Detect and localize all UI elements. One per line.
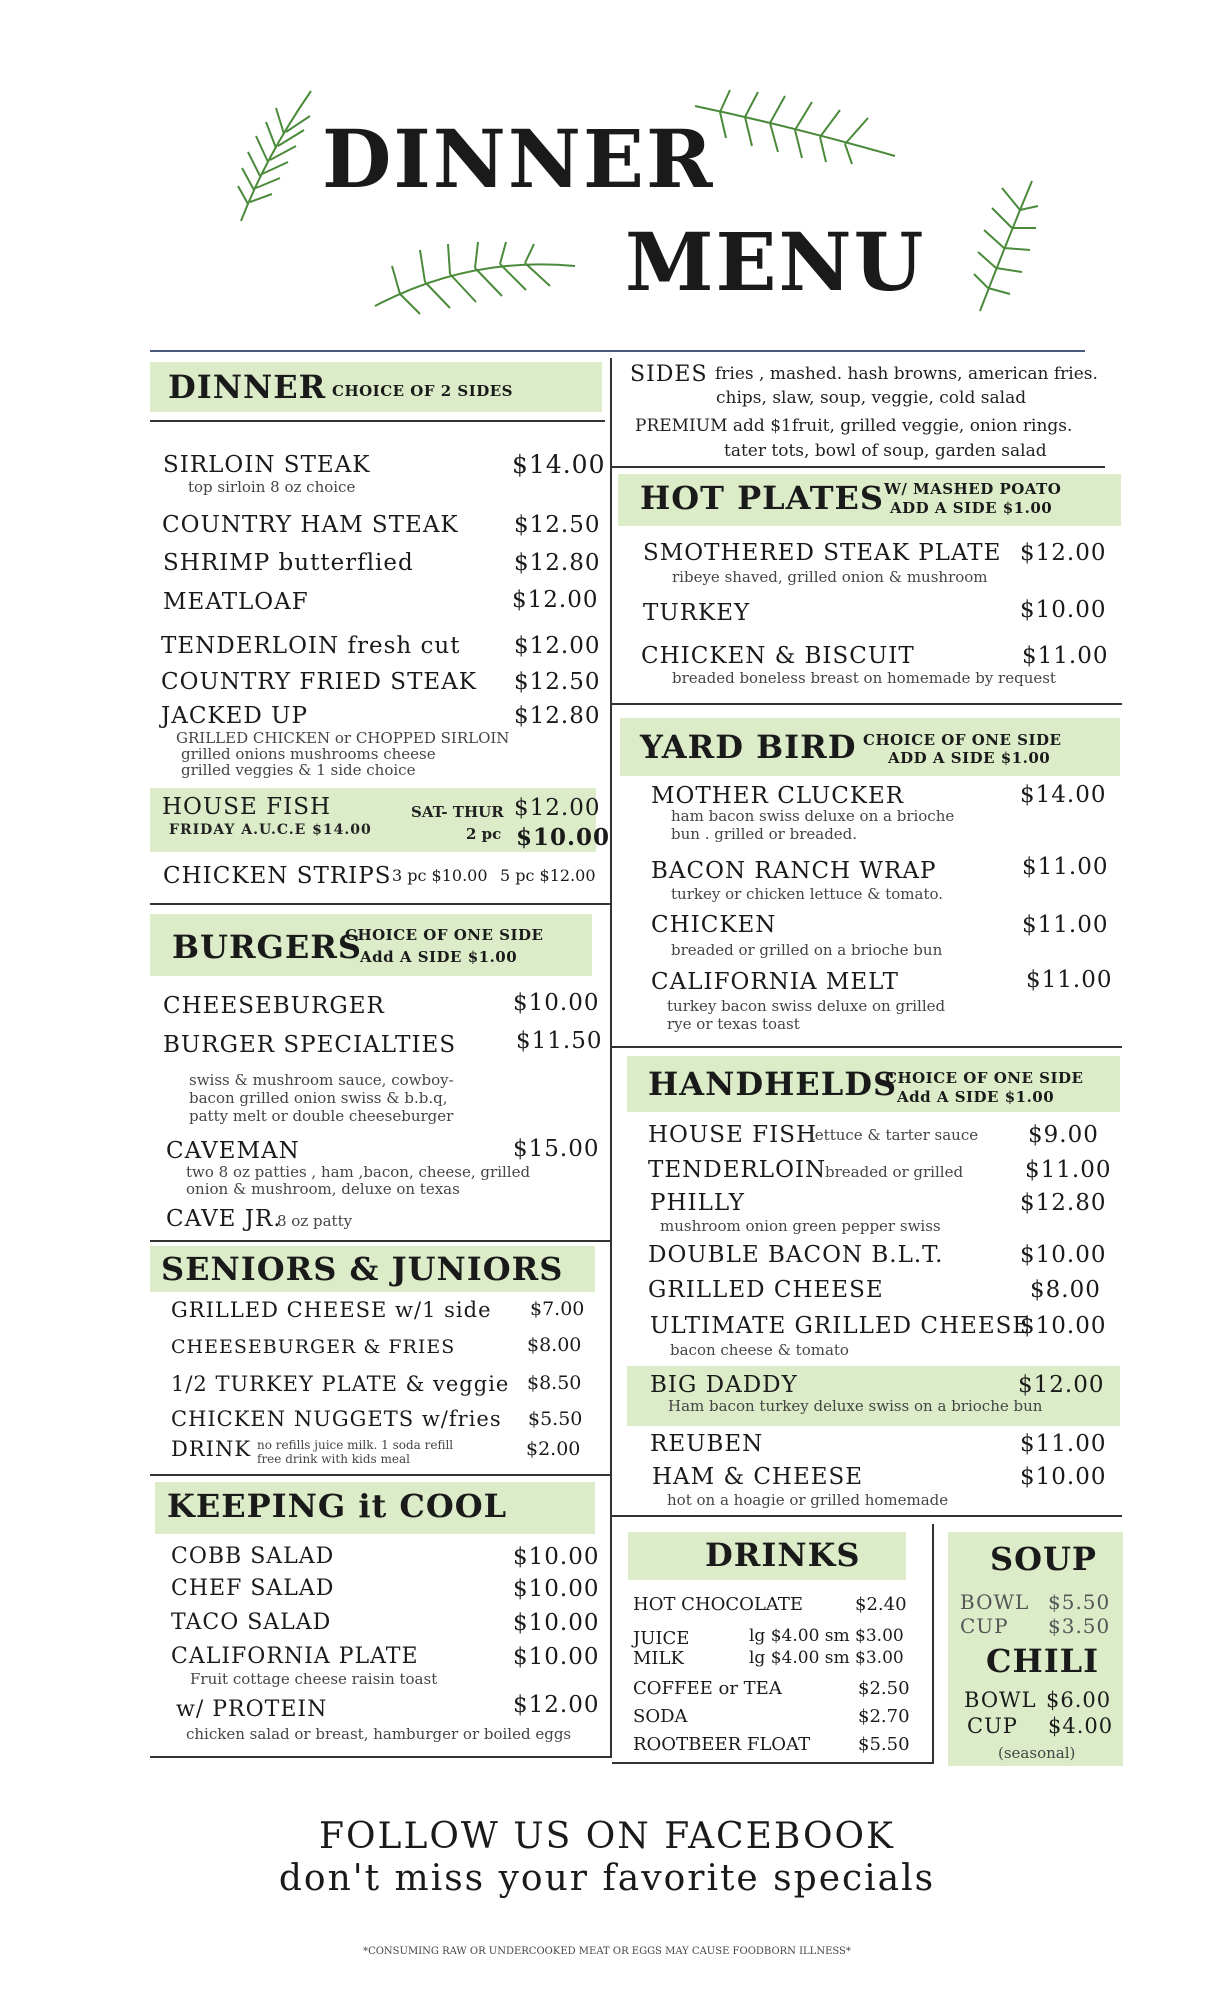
hot-plates-subheader: ADD A SIDE $1.00: [890, 499, 1053, 517]
menu-item-name: TURKEY: [643, 600, 751, 626]
house-fish-days: SAT- THUR: [411, 803, 504, 821]
drink-name: MILK: [633, 1648, 684, 1669]
menu-item-name: BURGER SPECIALTIES: [163, 1032, 457, 1058]
menu-item-desc: no refills juice milk. 1 soda refill: [257, 1438, 454, 1452]
yard-bird-subheader: CHOICE OF ONE SIDE: [863, 731, 1062, 749]
drink-name: HOT CHOCOLATE: [633, 1594, 804, 1615]
menu-item-desc: bacon cheese & tomato: [670, 1341, 849, 1359]
divider: [612, 466, 1105, 468]
menu-item-inline: lettuce & tarter sauce: [810, 1126, 979, 1144]
divider: [150, 1240, 610, 1242]
menu-item-price: $10.00: [513, 1576, 600, 1602]
menu-item-desc: mushroom onion green pepper swiss: [660, 1217, 941, 1235]
menu-item-price: $2.00: [526, 1438, 581, 1460]
menu-item-desc: Fruit cottage cheese raisin toast: [190, 1670, 438, 1688]
menu-item-name: REUBEN: [650, 1431, 764, 1457]
menu-item-price: $12.50: [514, 512, 601, 538]
drink-price: $5.50: [858, 1734, 910, 1755]
footer-disclaimer: *CONSUMING RAW OR UNDERCOOKED MEAT OR EGGS MAY CAUSE FOODBORN ILLNESS*: [363, 1946, 851, 1957]
menu-item-desc: chicken salad or breast, hamburger or boiled eggs: [186, 1725, 572, 1743]
divider: [150, 1474, 610, 1476]
house-fish-pc: 2 pc: [466, 825, 502, 843]
menu-item-name: HAM & CHEESE: [652, 1464, 864, 1490]
menu-item-name: CAVEMAN: [166, 1138, 300, 1164]
menu-item-price: $10.00: [513, 1610, 600, 1636]
menu-item-desc: turkey bacon swiss deluxe on grilled: [667, 997, 946, 1015]
palm-leaf-icon: [236, 86, 316, 226]
footer-specials: don't miss your favorite specials: [278, 1858, 936, 1899]
palm-leaf-icon: [690, 86, 900, 166]
menu-item-desc: breaded or grilled on a brioche bun: [671, 941, 943, 959]
menu-item-name: CHICKEN: [651, 912, 777, 938]
menu-item-name: TENDERLOIN fresh cut: [161, 633, 461, 659]
menu-item-name: CAVE JR.: [166, 1206, 282, 1232]
sides-line: tater tots, bowl of soup, garden salad: [724, 441, 1047, 461]
menu-item-name: SHRIMP butterflied: [163, 550, 414, 576]
chili-header: CHILI: [986, 1642, 1100, 1680]
menu-item-name: MEATLOAF: [163, 589, 309, 615]
yard-bird-header: YARD BIRD: [640, 728, 857, 766]
menu-item-name: GRILLED CHEESE w/1 side: [171, 1298, 492, 1322]
menu-item-price: $10.00: [1020, 1464, 1107, 1490]
menu-item-price: $12.50: [514, 669, 601, 695]
menu-item-desc: rye or texas toast: [667, 1015, 800, 1033]
yard-bird-subheader: ADD A SIDE $1.00: [888, 749, 1051, 767]
chili-bowl-price: $6.00: [1046, 1688, 1112, 1712]
menu-item-name: 1/2 TURKEY PLATE & veggie: [171, 1372, 510, 1396]
chicken-strips-3pc: 3 pc $10.00: [392, 866, 488, 885]
chili-cup-price: $4.00: [1048, 1714, 1114, 1738]
menu-item-price: $11.50: [516, 1028, 603, 1054]
hot-plates-subheader: W/ MASHED POATO: [884, 480, 1062, 498]
center-divider: [610, 358, 612, 1758]
burgers-subheader: Add A SIDE $1.00: [360, 948, 518, 966]
drink-name: COFFEE or TEA: [633, 1678, 782, 1699]
sides-line: fries , mashed. hash browns, american fries.: [715, 364, 1098, 384]
drink-name: SODA: [633, 1706, 688, 1727]
menu-item-desc: grilled veggies & 1 side choice: [181, 761, 416, 779]
menu-item-price: $12.00: [514, 633, 601, 659]
menu-item-price: $11.00: [1020, 1431, 1107, 1457]
menu-item-name: DRINK: [171, 1437, 252, 1461]
burgers-header: BURGERS: [172, 928, 362, 966]
menu-item-price: $12.00: [512, 587, 599, 613]
menu-item-price: $9.00: [1028, 1122, 1099, 1148]
soup-bowl-price: $5.50: [1048, 1590, 1111, 1614]
menu-item-price: $11.00: [1025, 1157, 1112, 1183]
menu-item-name: CALIFORNIA MELT: [651, 969, 899, 995]
house-fish-friday: FRIDAY A.U.C.E $14.00: [169, 822, 372, 838]
menu-item-price: $10.00: [513, 1644, 600, 1670]
drinks-bottom-border: [612, 1762, 934, 1764]
burgers-subheader: CHOICE OF ONE SIDE: [345, 926, 544, 944]
menu-item-desc: two 8 oz patties , ham ,bacon, cheese, grilled: [186, 1163, 531, 1181]
chili-cup-label: CUP: [967, 1714, 1018, 1738]
menu-item-price: $12.00: [1020, 540, 1107, 566]
menu-item-price: $8.50: [527, 1372, 582, 1394]
drink-price: $2.40: [855, 1594, 907, 1615]
menu-item-price: $10.00: [513, 990, 600, 1016]
sides-line: chips, slaw, soup, veggie, cold salad: [716, 388, 1027, 408]
house-fish-price: $10.00: [516, 824, 611, 851]
menu-item-price: $11.00: [1026, 967, 1113, 993]
menu-item-desc: top sirloin 8 oz choice: [188, 478, 356, 496]
sides-premium: PREMIUM add $1fruit, grilled veggie, onion rings.: [635, 416, 1073, 436]
menu-item-price: $12.00: [1018, 1372, 1105, 1398]
menu-item-price: $11.00: [1022, 912, 1109, 938]
menu-item-name: COUNTRY HAM STEAK: [162, 512, 459, 538]
menu-item-desc: bun . grilled or breaded.: [671, 825, 858, 843]
drink-price: $2.50: [858, 1678, 910, 1699]
drink-name: JUICE: [633, 1628, 690, 1649]
menu-item-price: $12.80: [1020, 1190, 1107, 1216]
title-menu: MENU: [625, 215, 926, 309]
menu-item-name: MOTHER CLUCKER: [651, 783, 905, 809]
menu-item-price: $8.00: [1030, 1277, 1101, 1303]
menu-item-desc: patty melt or double cheeseburger: [189, 1107, 454, 1125]
house-fish-price: $12.00: [514, 795, 601, 821]
seniors-header: SENIORS & JUNIORS: [161, 1250, 564, 1288]
handhelds-subheader: Add A SIDE $1.00: [897, 1088, 1055, 1106]
drinks-right-border: [932, 1524, 934, 1764]
menu-item-name: JACKED UP: [161, 703, 309, 729]
menu-item-desc: GRILLED CHICKEN or CHOPPED SIRLOIN: [176, 729, 510, 747]
menu-item-desc: ham bacon swiss deluxe on a brioche: [671, 807, 955, 825]
menu-item-desc: 8 oz patty: [277, 1212, 353, 1230]
menu-item-name: BACON RANCH WRAP: [651, 858, 937, 884]
soup-header: SOUP: [990, 1540, 1097, 1578]
menu-item-name: COBB SALAD: [171, 1544, 335, 1569]
menu-item-name: TACO SALAD: [171, 1610, 332, 1635]
menu-item-name: TENDERLOIN: [648, 1157, 827, 1183]
menu-item-desc: bacon grilled onion swiss & b.b.q,: [189, 1089, 448, 1107]
menu-item-price: $12.80: [514, 703, 601, 729]
soup-cup-label: CUP: [960, 1614, 1009, 1638]
menu-item-price: $12.80: [514, 550, 601, 576]
menu-item-name: SIRLOIN STEAK: [163, 452, 371, 478]
palm-leaf-icon: [370, 236, 580, 316]
menu-item-name: CHICKEN & BISCUIT: [641, 643, 915, 669]
menu-item-desc: turkey or chicken lettuce & tomato.: [671, 885, 944, 903]
menu-item-desc: Ham bacon turkey deluxe swiss on a brioche bun: [668, 1397, 1043, 1415]
menu-item-desc: hot on a hoagie or grilled homemade: [667, 1491, 949, 1509]
menu-item-name: BIG DADDY: [650, 1372, 798, 1398]
cool-header: KEEPING it COOL: [167, 1487, 508, 1525]
drink-name: ROOTBEER FLOAT: [633, 1734, 811, 1755]
menu-item-name: GRILLED CHEESE: [648, 1277, 884, 1303]
menu-item-name: w/ PROTEIN: [176, 1697, 328, 1722]
soup-bowl-label: BOWL: [960, 1590, 1030, 1614]
menu-item-price: $11.00: [1022, 854, 1109, 880]
top-rule: [150, 350, 1085, 352]
drink-detail: lg $4.00 sm $3.00: [749, 1648, 904, 1668]
menu-item-desc: onion & mushroom, deluxe on texas: [186, 1180, 460, 1198]
menu-item-inline: breaded or grilled: [825, 1163, 964, 1181]
menu-item-name: CHEESEBURGER & FRIES: [171, 1336, 456, 1358]
menu-item-price: $5.50: [528, 1408, 583, 1430]
handhelds-header: HANDHELDS: [648, 1065, 898, 1103]
divider: [150, 420, 605, 422]
chicken-strips-name: CHICKEN STRIPS: [163, 863, 392, 889]
divider: [612, 1046, 1122, 1048]
divider: [612, 1515, 1122, 1517]
chicken-strips-5pc: 5 pc $12.00: [500, 866, 596, 885]
menu-item-price: $14.00: [1020, 782, 1107, 808]
menu-item-desc: breaded boneless breast on homemade by request: [672, 669, 1056, 687]
menu-item-name: COUNTRY FRIED STEAK: [161, 669, 477, 695]
menu-item-desc: grilled onions mushrooms cheese: [181, 745, 436, 763]
drink-price: $2.70: [858, 1706, 910, 1727]
menu-item-price: $8.00: [527, 1334, 582, 1356]
menu-item-price: $10.00: [1020, 597, 1107, 623]
menu-item-name: PHILLY: [650, 1190, 745, 1216]
menu-item-name: ULTIMATE GRILLED CHEESE: [650, 1313, 1031, 1339]
menu-item-price: $11.00: [1022, 643, 1109, 669]
menu-item-price: $12.00: [513, 1692, 600, 1718]
palm-leaf-icon: [970, 176, 1040, 316]
menu-item-price: $10.00: [1020, 1242, 1107, 1268]
menu-item-desc: swiss & mushroom sauce, cowboy-: [189, 1071, 454, 1089]
house-fish-name: HOUSE FISH: [162, 794, 332, 820]
menu-item-price: $10.00: [513, 1544, 600, 1570]
divider: [612, 703, 1122, 705]
title-dinner: DINNER: [322, 112, 715, 206]
menu-item-name: DOUBLE BACON B.L.T.: [648, 1242, 944, 1268]
chili-seasonal: (seasonal): [998, 1744, 1076, 1762]
sides-label: SIDES: [630, 362, 708, 387]
hot-plates-header: HOT PLATES: [640, 479, 885, 517]
dinner-header: DINNER: [168, 368, 327, 406]
menu-item-price: $10.00: [1020, 1313, 1107, 1339]
menu-item-price: $15.00: [513, 1136, 600, 1162]
footer-facebook: FOLLOW US ON FACEBOOK: [319, 1816, 895, 1857]
soup-cup-price: $3.50: [1048, 1614, 1111, 1638]
menu-item-price: $7.00: [530, 1298, 585, 1320]
menu-item-name: CHICKEN NUGGETS w/fries: [171, 1407, 502, 1431]
menu-item-desc: ribeye shaved, grilled onion & mushroom: [672, 568, 988, 586]
menu-item-name: HOUSE FISH: [648, 1122, 818, 1148]
bottom-rule: [150, 1756, 610, 1758]
menu-item-name: CHEESEBURGER: [163, 993, 385, 1019]
divider: [150, 903, 610, 905]
handhelds-subheader: CHOICE OF ONE SIDE: [885, 1069, 1084, 1087]
menu-item-desc: free drink with kids meal: [257, 1452, 410, 1466]
drinks-header: DRINKS: [705, 1536, 861, 1574]
menu-item-name: SMOTHERED STEAK PLATE: [643, 540, 1002, 566]
chili-bowl-label: BOWL: [964, 1688, 1037, 1712]
drink-detail: lg $4.00 sm $3.00: [749, 1626, 904, 1646]
menu-item-name: CALIFORNIA PLATE: [171, 1644, 419, 1669]
menu-item-name: CHEF SALAD: [171, 1576, 335, 1601]
menu-item-price: $14.00: [512, 450, 606, 479]
dinner-subheader: CHOICE OF 2 SIDES: [332, 382, 514, 400]
